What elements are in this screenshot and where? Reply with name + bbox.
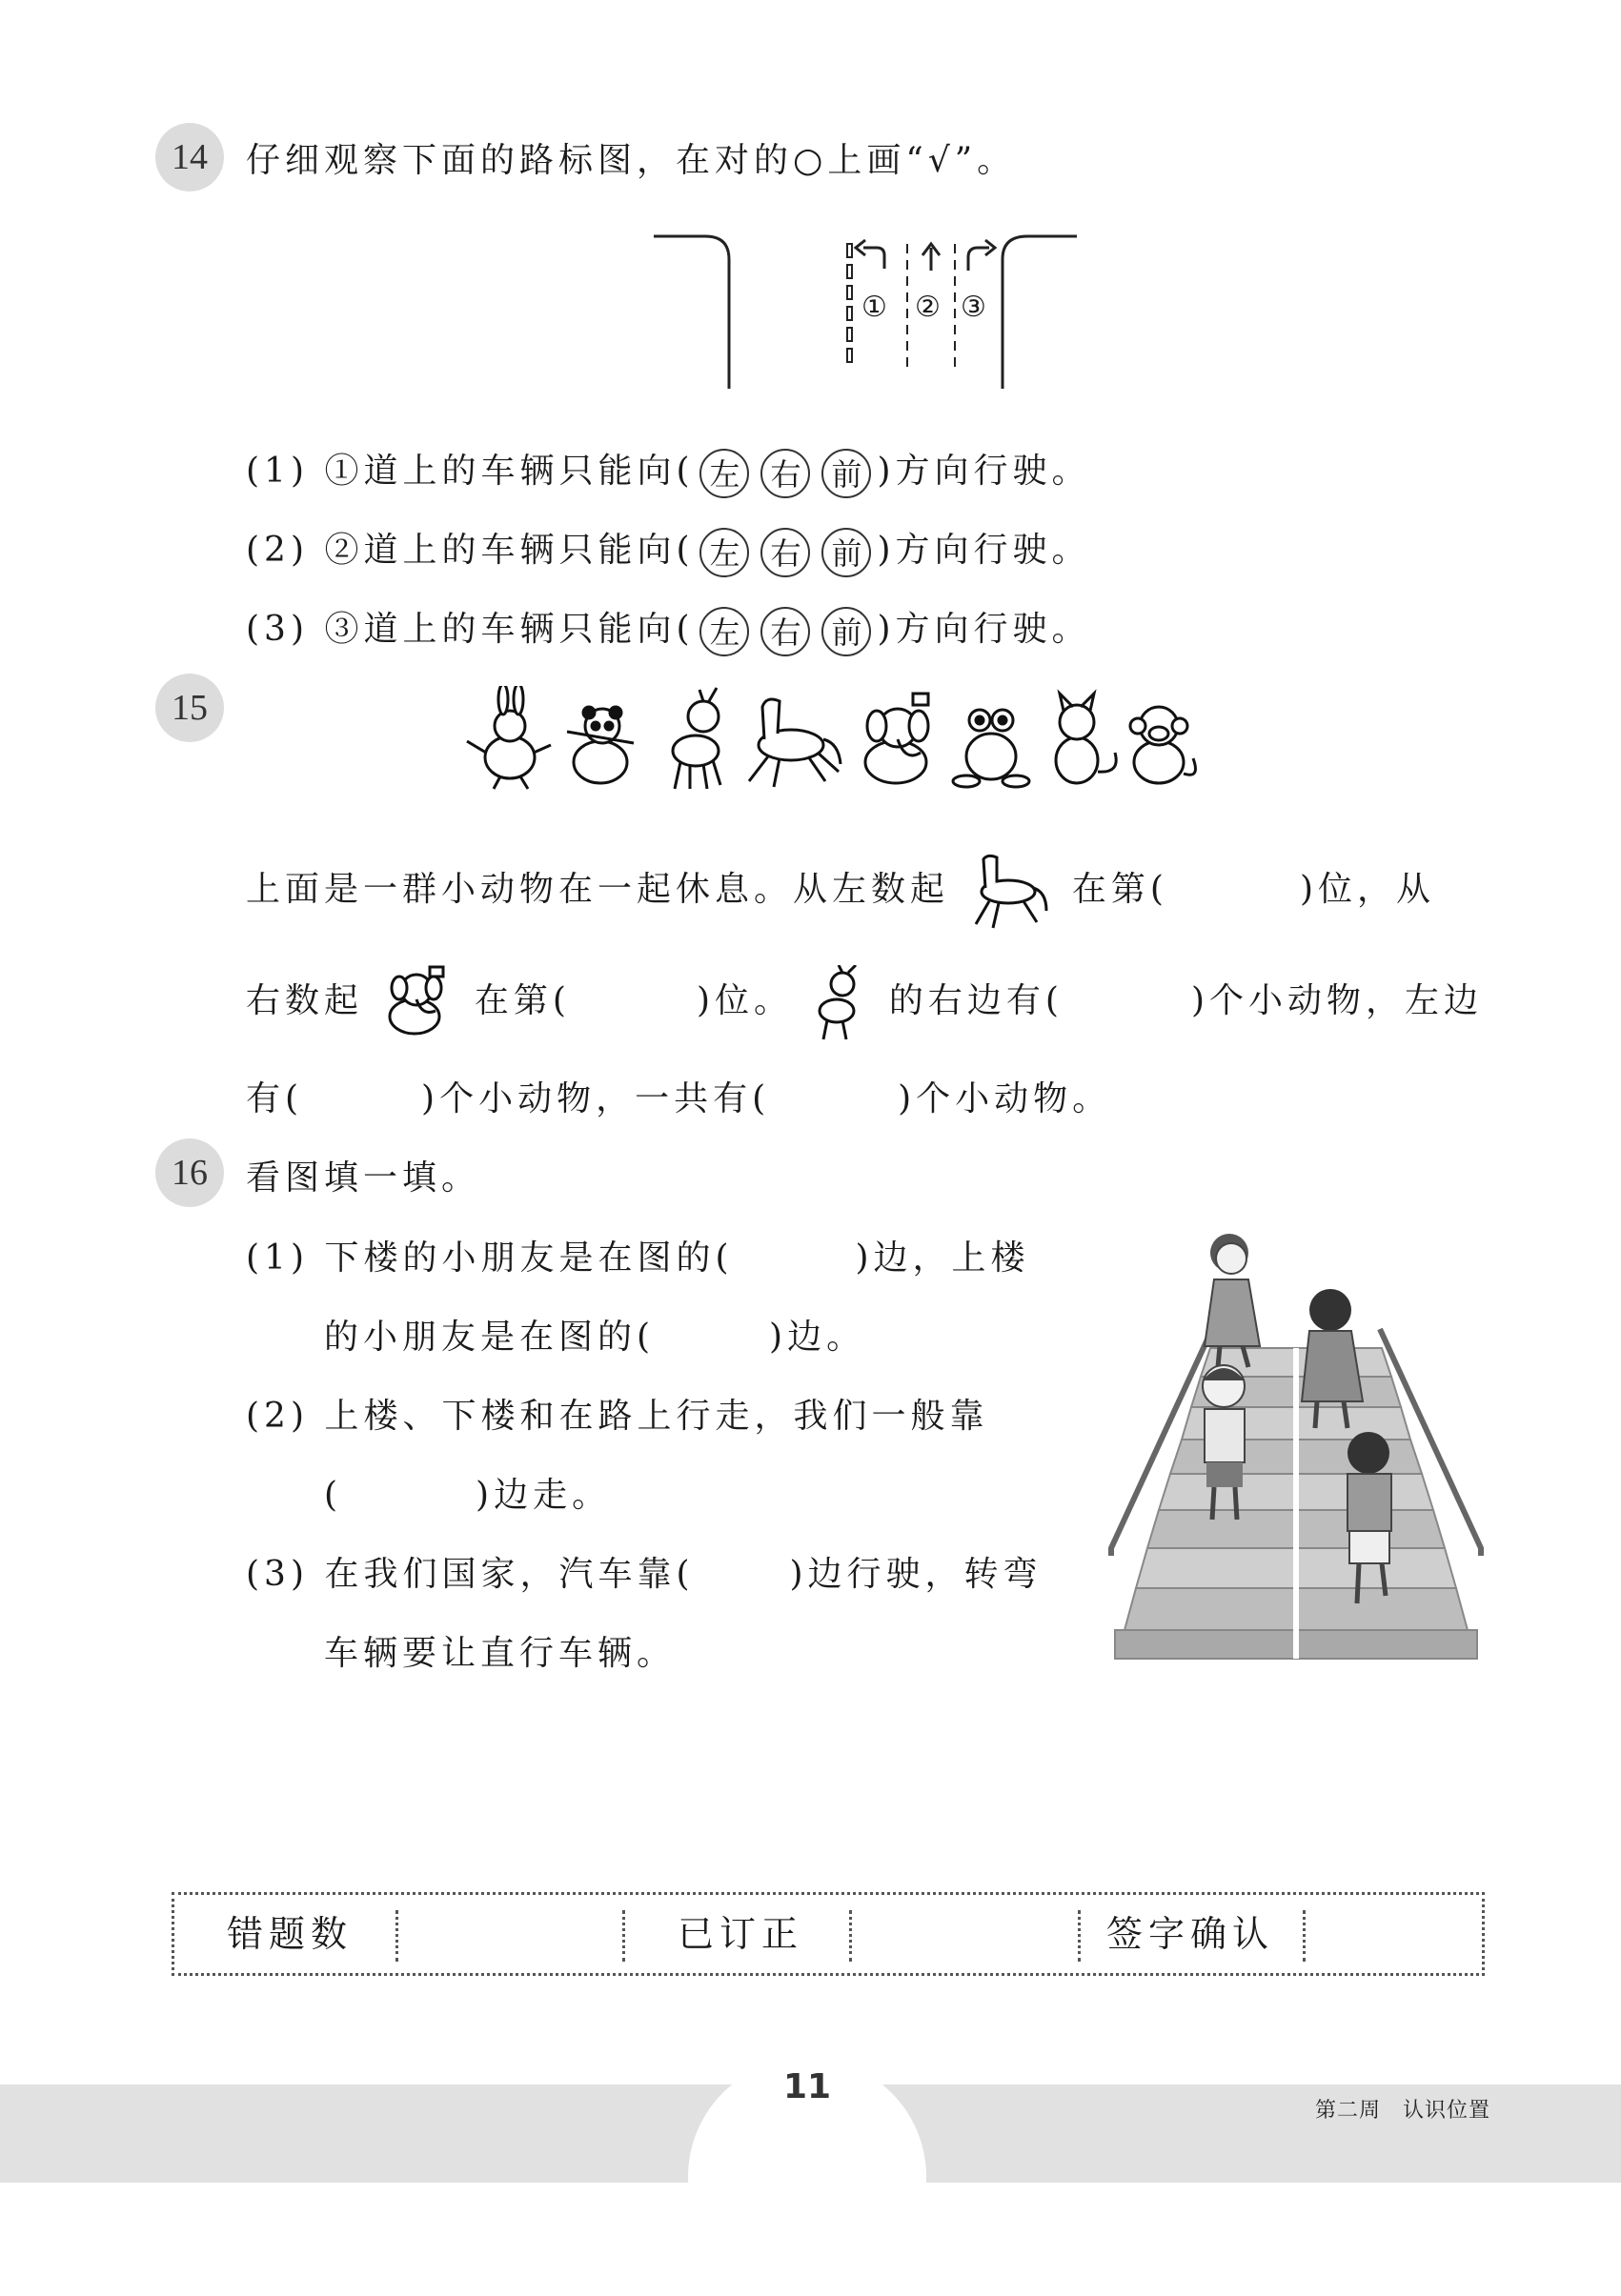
q16-item-1-line-2: [324, 1310, 865, 1359]
wrong-count-label: 错题数: [227, 1913, 354, 1955]
q14-item-2-suffix: )方向行驶。: [877, 531, 1091, 570]
animals-illustration: [457, 686, 1201, 793]
q15-line2-text-d: 的右边有(: [888, 981, 1064, 1020]
panda-icon: [567, 707, 634, 783]
q16-item-2-text-c: )边走。: [476, 1476, 612, 1515]
question-14-title: 仔细观察下面的路标图，在对的○上画“√”。: [246, 141, 1017, 180]
q16-item-2-text-b: (: [324, 1476, 343, 1515]
q15-line3-text-b: )个小动物，一共有(: [421, 1079, 771, 1118]
option-forward-circle[interactable]: 前: [821, 528, 871, 577]
divider: [395, 1910, 398, 1962]
q16-item-3-text-a: (3) 在我们国家，汽车靠(: [246, 1555, 695, 1594]
score-table: [172, 1892, 1485, 1976]
q15-line2-text-a: 右数起: [246, 981, 364, 1020]
q16-item-2-line-1: (2) 上楼、下楼和在路上行走，我们一般靠: [246, 1397, 989, 1436]
q15-line1-text-b: 在第(: [1071, 870, 1168, 909]
q16-item-1-text-d: )边。: [769, 1318, 866, 1357]
q15-line1-text-a: 上面是一群小动物在一起休息。从左数起: [246, 870, 950, 909]
signature-field[interactable]: [1308, 1901, 1476, 1969]
lane-label-1: ①: [861, 291, 887, 324]
right-turn-arrow-icon: [968, 248, 989, 271]
child-going-down-1: [1205, 1234, 1260, 1367]
elephant-icon: [378, 965, 455, 1041]
q15-line-1: [246, 862, 1435, 911]
q14-item-1: [246, 444, 1091, 498]
horse-icon: [749, 699, 841, 787]
lane-label-2: ②: [915, 291, 941, 324]
q16-item-2-line-2: [324, 1468, 611, 1517]
corrected-label: 已订正: [678, 1913, 804, 1955]
q14-item-3: [246, 602, 1091, 656]
median-line: [847, 244, 852, 362]
question-number-16: 16: [155, 1138, 224, 1207]
option-right-circle[interactable]: 右: [760, 528, 810, 577]
divider: [622, 1910, 625, 1962]
staircase-illustration: [1105, 1224, 1487, 1667]
deer-icon: [808, 965, 869, 1041]
page-number: 11: [783, 2067, 832, 2106]
q16-item-3-text-b: )边行驶，转弯: [789, 1555, 1043, 1594]
q15-line2-text-e: )个小动物，左边: [1190, 981, 1484, 1020]
option-left-circle[interactable]: 左: [699, 449, 749, 498]
option-right-circle[interactable]: 右: [760, 449, 810, 498]
cat-icon: [1056, 694, 1116, 783]
q16-item-1-text-a: (1) 下楼的小朋友是在图的(: [246, 1239, 734, 1278]
q14-item-2-suffix: )方向行驶。: [877, 610, 1091, 649]
question-number-14: 14: [155, 123, 224, 191]
q16-item-3-line-1: [246, 1547, 1043, 1596]
q15-line-3: [246, 1072, 1111, 1120]
option-left-circle[interactable]: 左: [699, 607, 749, 656]
q15-line2-text-c: )位。: [696, 981, 794, 1020]
q15-line-2: [246, 974, 1483, 1022]
option-right-circle[interactable]: 右: [760, 607, 810, 656]
frog-icon: [953, 710, 1029, 787]
elephant-icon: [865, 694, 928, 783]
question-number-15: 15: [155, 674, 224, 742]
section-title: 第二周 认识位置: [1315, 2099, 1491, 2123]
q14-item-1-prefix: (1) ①道上的车辆只能向(: [246, 452, 695, 491]
q15-line2-text-b: 在第(: [474, 981, 571, 1020]
corrected-field[interactable]: [855, 1901, 1072, 1969]
q15-line3-text-a: 有(: [246, 1079, 304, 1118]
option-left-circle[interactable]: 左: [699, 528, 749, 577]
q16-item-1-line-1: [246, 1231, 1030, 1279]
divider: [1303, 1910, 1306, 1962]
q16-item-3-line-2: 车辆要让直行车辆。: [324, 1634, 677, 1673]
deer-icon: [673, 688, 720, 789]
horse-icon: [964, 854, 1050, 930]
monkey-icon: [1130, 707, 1195, 783]
option-forward-circle[interactable]: 前: [821, 449, 871, 498]
option-forward-circle[interactable]: 前: [821, 607, 871, 656]
divider: [1078, 1910, 1081, 1962]
q16-item-1-text-c: 的小朋友是在图的(: [324, 1318, 656, 1357]
q15-line1-text-c: )位，从: [1299, 870, 1436, 909]
q14-item-1-suffix: )方向行驶。: [877, 452, 1091, 491]
q14-item-2-prefix: (2) ②道上的车辆只能向(: [246, 531, 695, 570]
rabbit-icon: [467, 686, 551, 789]
q15-line3-text-c: )个小动物。: [898, 1079, 1112, 1118]
q14-item-3-prefix: (3) ③道上的车辆只能向(: [246, 610, 695, 649]
divider: [849, 1910, 852, 1962]
right-curb: [1003, 236, 1077, 389]
left-curb: [654, 236, 729, 389]
q14-item-2: [246, 523, 1091, 577]
wrong-count-field[interactable]: [401, 1901, 617, 1969]
left-turn-arrow-icon: [863, 248, 884, 269]
signature-label: 签字确认: [1106, 1913, 1275, 1955]
question-16-title: 看图填一填。: [246, 1158, 481, 1198]
lane-label-3: ③: [961, 291, 986, 324]
q16-item-1-text-b: )边，上楼: [855, 1239, 1030, 1278]
